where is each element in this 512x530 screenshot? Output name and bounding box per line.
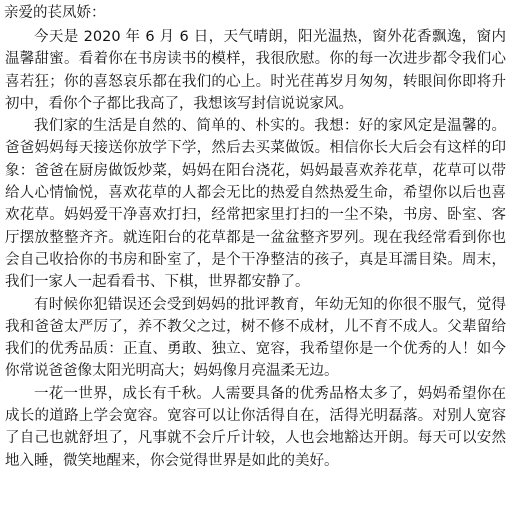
- paragraph-2: 我们家的生活是自然的、简单的、朴实的。我想：好的家风定是温馨的。爸爸妈妈每天接送你放学下学，然后去买菜做饭。相信你长大后会有这样的印象：爸爸在厨房做饭炒菜，妈妈在阳台浇花，妈妈最喜欢养花草，花草可以带给人心情愉悦，喜欢花草的人都会无比的热爱自然热爱生命，希望你以后也喜欢花草。妈妈爱干净喜欢打扫，经常把家里打扫的一尘不染，书房、卧室、客厅摆放整整齐齐。就连阳台的花草都是一盆盆整齐罗列。现在我经常看到你也会自己收拾你的书房和卧室了，是个干净整洁的孩子，真是耳濡目染。周末，我们一家人一起看看书、下棋，世界都安静了。: [5, 118, 506, 291]
- paragraph-3: 有时候你犯错误还会受到妈妈的批评教育，年幼无知的你很不服气，觉得我和爸爸太严厉了，养不教父之过，树不修不成材，儿不育不成人。父辈留给我们的优秀品质：正直、勇敢、独立、宽容，我希望你是一个优秀的人！如今你常说爸爸像太阳光明高大；妈妈像月亮温柔无边。: [5, 296, 506, 380]
- letter-salutation: 亲爱的苌凤娇：: [4, 5, 106, 21]
- paragraph-4: 一花一世界，成长有千秋。人需要具备的优秀品格太多了，妈妈希望你在成长的道路上学会宽容。宽容可以让你活得自在，活得光明磊落。对别人宽容了自己也就舒坦了，凡事就不会斤斤计较，人也会地豁达开朗。每天可以安然地入睡，微笑地醒来，你会觉得世界是如此的美好。: [5, 385, 506, 469]
- letter-body: [4, 2, 506, 472]
- paragraph-1: 今天是 2020 年 6 月 6 日，天气晴朗，阳光温热，窗外花香飘逸，窗内温馨甜蜜。看着你在书房读书的模样，我很欣慰。你的每一次进步都令我们心喜若狂；你的喜怒哀乐都在我们的心上。时光荏苒岁月匆匆，转眼间你即将升初中，看你个子都比我高了，我想该写封信说说家风。: [5, 29, 506, 112]
